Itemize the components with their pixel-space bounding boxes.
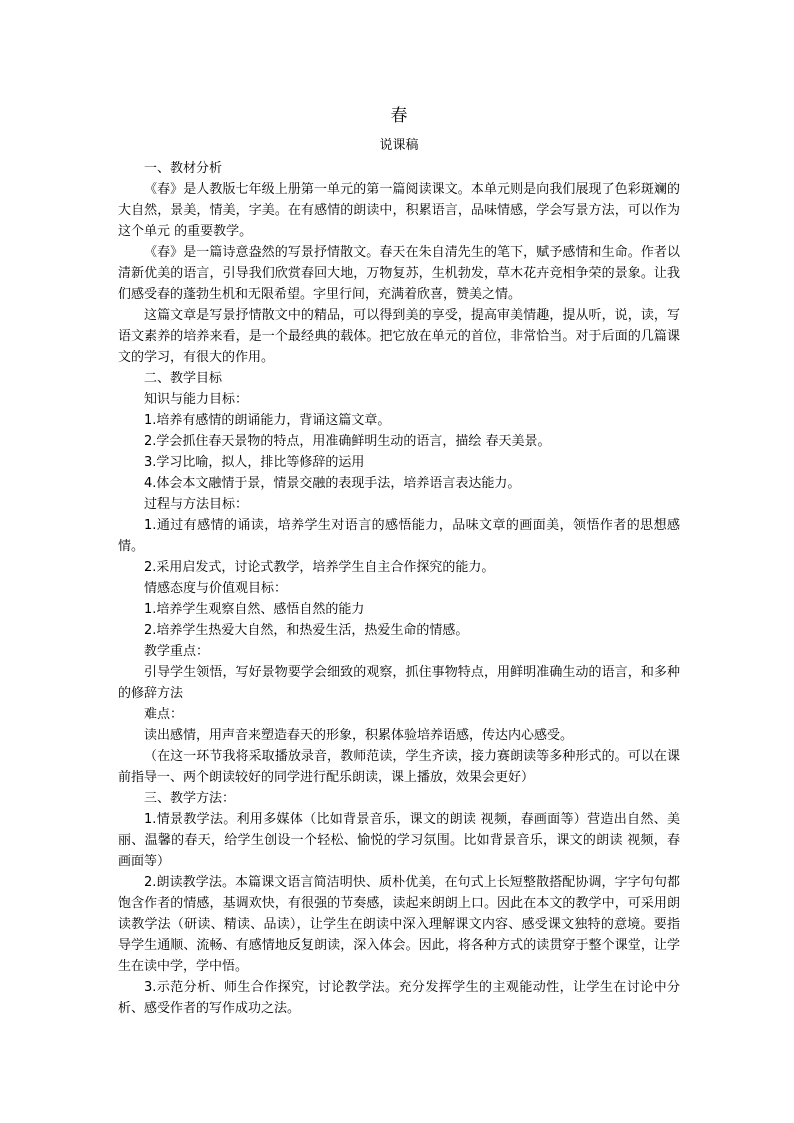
body-paragraph: 《春》是一篇诗意盎然的写景抒情散文。春天在朱自清先生的笔下，赋予感情和生命。作者以清新优美的语言，引导我们欣赏春回大地，万物复苏，生机勃发，草木花卉竞相争荣的景象。让我们感受春的蓬勃生机和无限希望。字里行间，充满着欣喜，赞美之情。 xyxy=(118,245,680,302)
body-paragraph: 这篇文章是写景抒情散文中的精品，可以得到美的享受，提高审美情趣，提从听，说，读，写语文素养的培养来看，是一个最经典的载体。把它放在单元的首位，非常恰当。对于后面的几篇课文的学习，有很大的作用。 xyxy=(118,308,680,365)
body-paragraph: 2.朗读教学法。本篇课文语言简洁明快、质朴优美，在句式上长短整散搭配协调，字字句句都饱含作者的情感，基调欢快，有很强的节奏感，读起来朗朗上口。因此在本文的教学中，可采用朗读教学法（研读、精读、品读），让学生在朗读中深入理解课文内容、感受课文独特的意境。要指导学生通顺、流畅、有感情地反复朗读，深入体会。因此，将各种方式的读贯穿于整个课堂，让学生在读中学，学中悟。 xyxy=(118,875,680,974)
section-line: 2.采用启发式，讨论式教学，培养学生自主合作探究的能力。 xyxy=(144,560,495,575)
section-line: 情感态度与价值观目标： xyxy=(144,581,288,596)
section-line: 三、教学方法： xyxy=(144,791,236,806)
section-line: 4.体会本文融情于景，情景交融的表现手法，培养语言表达能力。 xyxy=(144,476,521,491)
body-paragraph: 1.通过有感情的诵读，培养学生对语言的感悟能力，品味文章的画面美，领悟作者的思想感情。 xyxy=(118,518,680,554)
section-line: 2.培养学生热爱大自然，和热爱生活，热爱生命的情感。 xyxy=(144,623,469,638)
document-subtitle: 说课稿 xyxy=(379,138,419,153)
section-line: 2.学会抓住春天景物的特点，用准确鲜明生动的语言，描绘 春天美景。 xyxy=(144,434,551,449)
section-line: 二、教学目标 xyxy=(144,371,223,386)
section-line: 3.学习比喻，拟人，排比等修辞的运用 xyxy=(144,455,365,470)
section-line: 难点： xyxy=(144,707,184,722)
section-line: 教学重点： xyxy=(144,644,210,659)
body-paragraph: 引导学生领悟，写好景物要学会细致的观察，抓住事物特点，用鲜明准确生动的语言，和多种的修辞方法 xyxy=(118,665,680,701)
body-paragraph: 1.情景教学法。利用多媒体（比如背景音乐，课文的朗读 视频，春画面等）营造出自然、美丽、温馨的春天，给学生创设一个轻松、愉悦的学习氛围。比如背景音乐，课文的朗读 视频，春画面等） xyxy=(118,812,680,869)
section-line: 过程与方法目标： xyxy=(144,497,249,512)
section-line: 1.培养学生观察自然、感悟自然的能力 xyxy=(144,602,365,617)
document-body xyxy=(118,158,680,1019)
document-page xyxy=(118,104,680,1019)
document-title: 春 xyxy=(390,106,408,126)
body-paragraph: （在这一环节我将采取播放录音，教师范读，学生齐读，接力赛朗读等多种形式的。可以在课前指导一、两个朗读较好的同学进行配乐朗读，课上播放，效果会更好） xyxy=(118,749,680,785)
body-paragraph: 《春》是人教版七年级上册第一单元的第一篇阅读课文。本单元则是向我们展现了色彩斑斓的大自然，景美，情美，字美。在有感情的朗读中，积累语言，品味情感，学会写景方法，可以作为这个单元 的重要教学。 xyxy=(118,182,680,239)
body-paragraph: 3.示范分析、师生合作探究，讨论教学法。充分发挥学生的主观能动性，让学生在讨论中分析、感受作者的写作成功之法。 xyxy=(118,980,680,1016)
section-line: 读出感情，用声音来塑造春天的形象，积累体验培养语感，传达内心感受。 xyxy=(144,728,574,743)
section-line: 一、教材分析 xyxy=(144,161,223,176)
section-line: 1.培养有感情的朗诵能力，背诵这篇文章。 xyxy=(144,413,391,428)
section-line: 知识与能力目标： xyxy=(144,392,249,407)
